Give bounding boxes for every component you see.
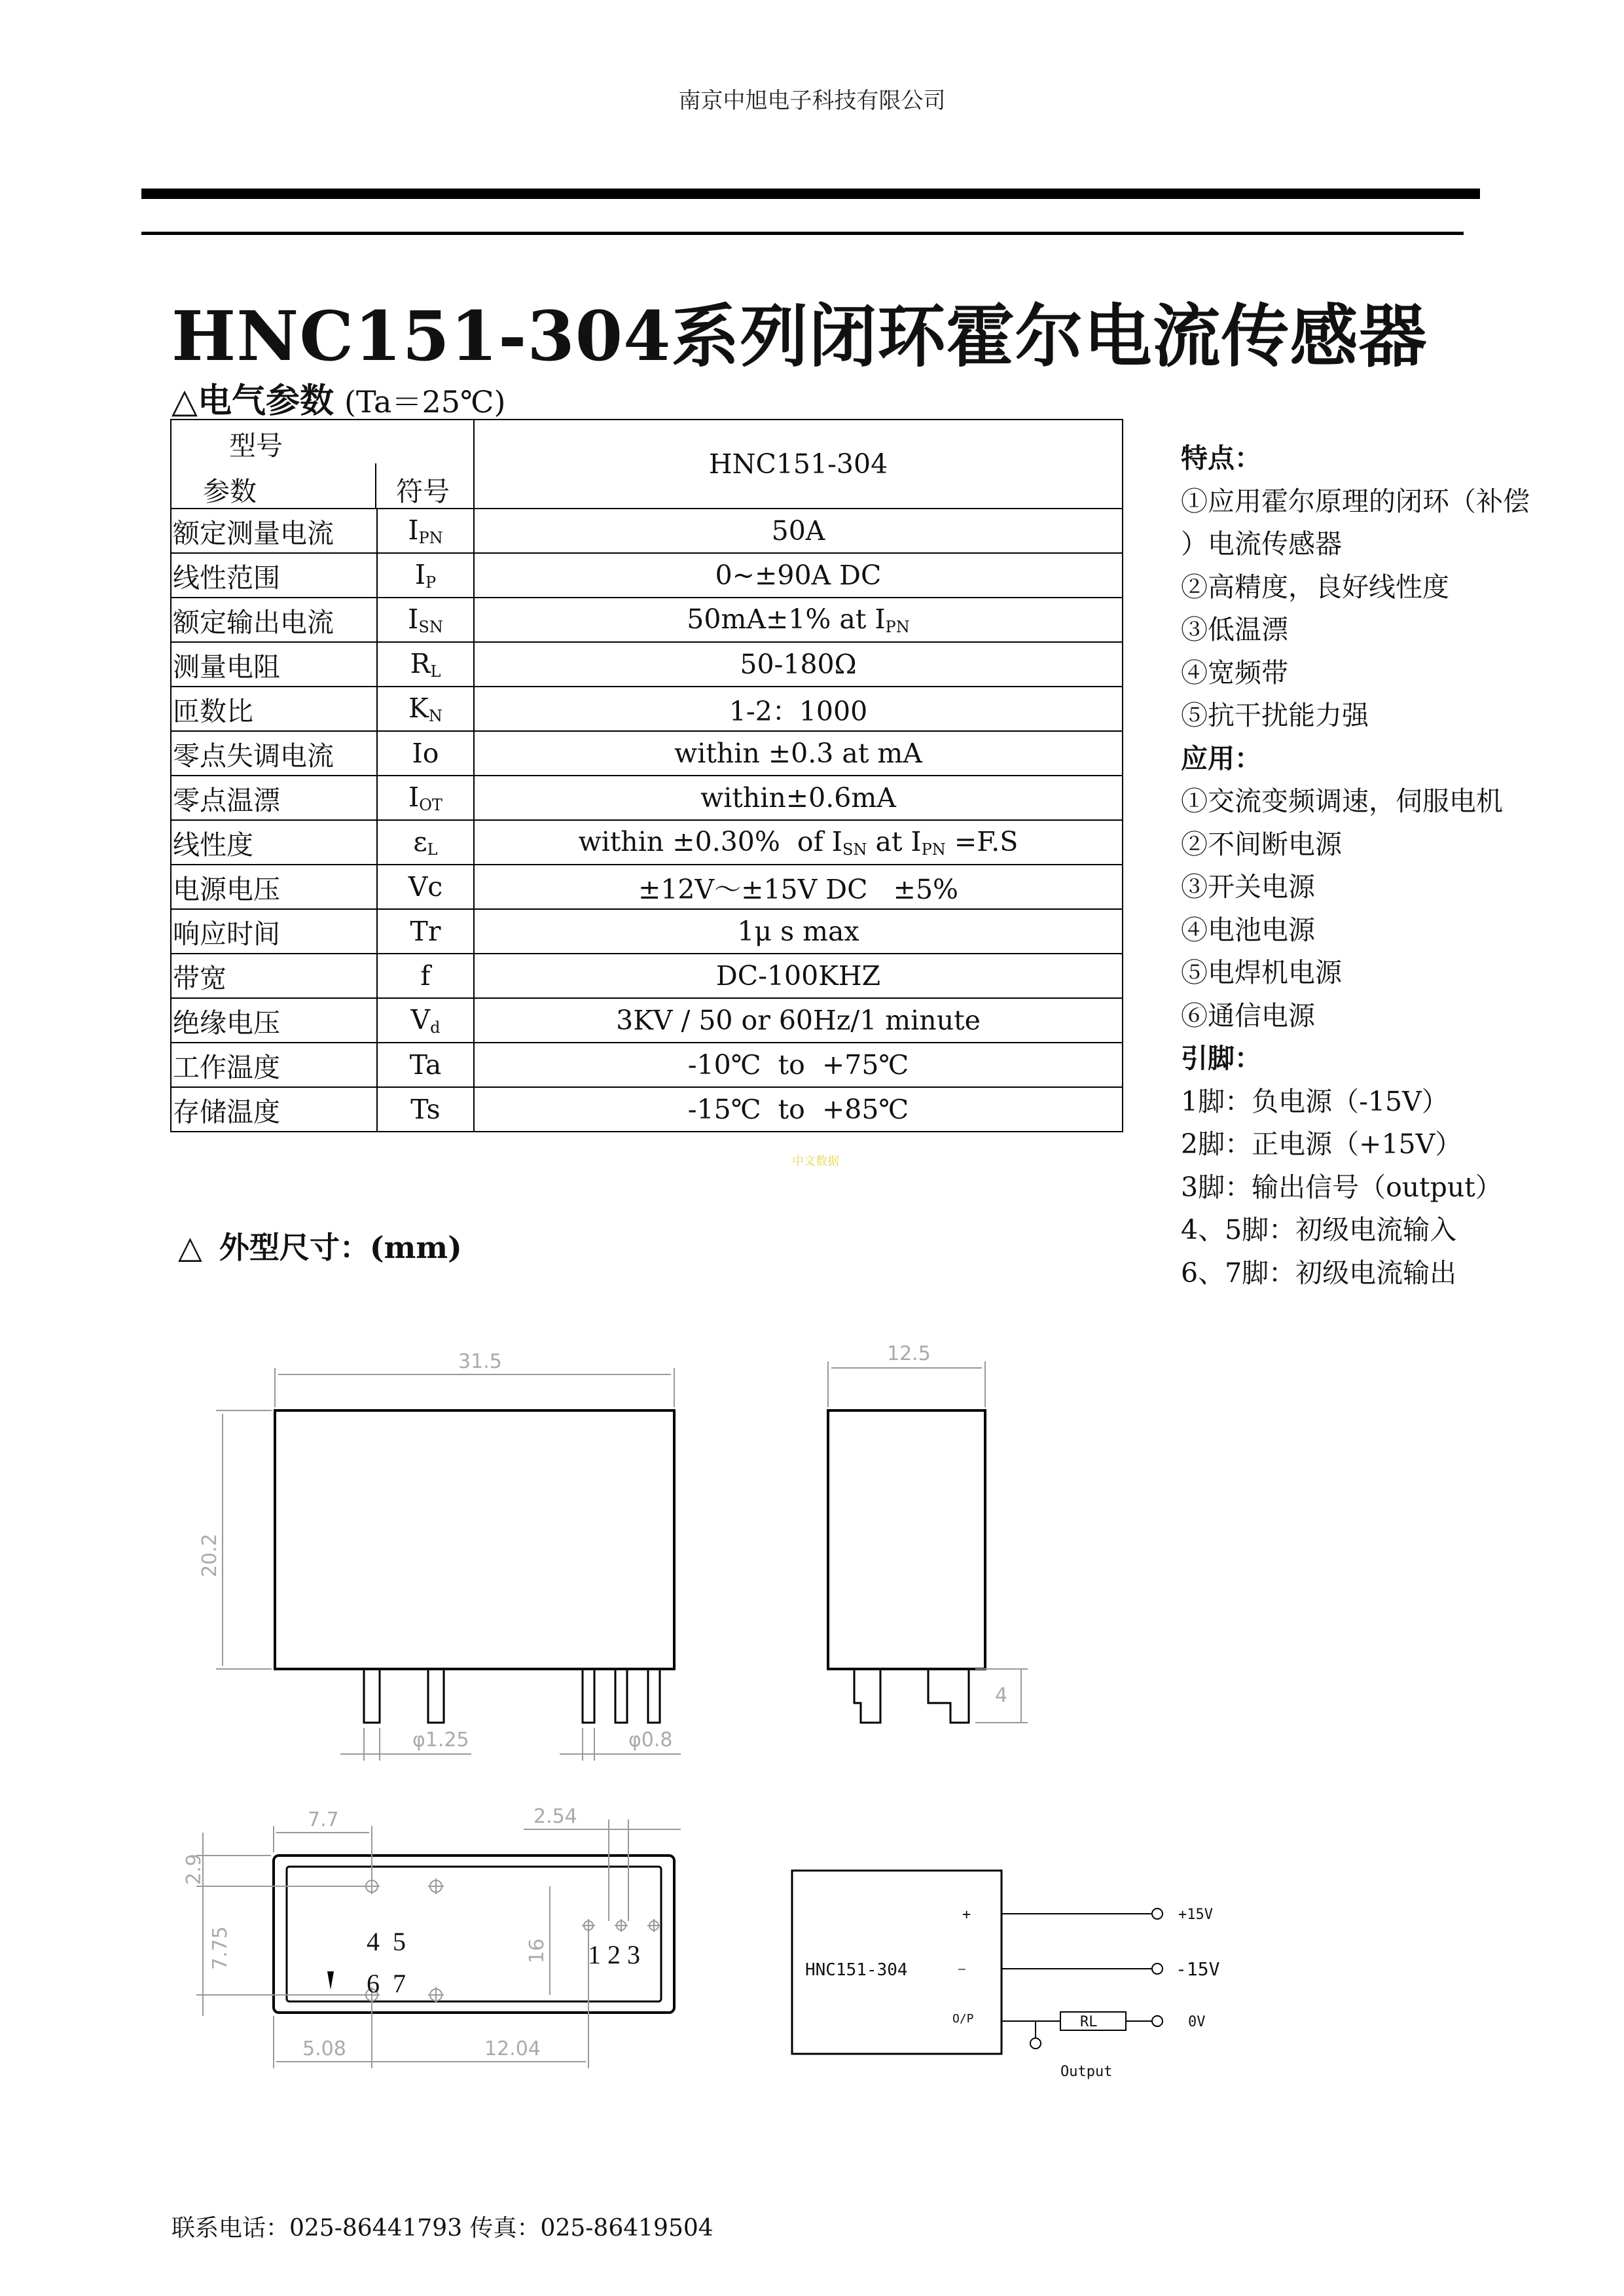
spec-symbol-main: Tr <box>410 916 441 947</box>
pins-45-label: 4 5 <box>367 1927 406 1956</box>
spec-value-main: -15℃ to +85℃ <box>687 1094 909 1125</box>
spec-param-name: 绝缘电压 <box>171 998 377 1043</box>
schematic-plus: + <box>962 1907 971 1923</box>
spec-value-sub: SN <box>842 840 867 859</box>
spec-symbol-main: ε <box>413 826 427 857</box>
page-title: HNC151-304系列闭环霍尔电流传感器 <box>171 296 1428 376</box>
dim-2-9: 2.9 <box>183 1854 206 1885</box>
spec-symbol-sub: SN <box>418 618 443 636</box>
spec-symbol-main: Vc <box>408 871 443 903</box>
spec-value-main: within ±0.30% of I <box>578 826 843 857</box>
spec-param-name: 匝数比 <box>171 687 377 731</box>
triangle-icon: △ <box>178 1229 202 1266</box>
header-model-value: HNC151-304 <box>474 420 1123 509</box>
spec-symbol-sub: L <box>427 840 438 859</box>
spec-param-name: 工作温度 <box>171 1043 377 1087</box>
dim-pin-d-small: φ0.8 <box>628 1729 673 1751</box>
spec-value-main: -10℃ to +75℃ <box>687 1049 909 1081</box>
schematic-minus: — <box>958 1962 965 1976</box>
spec-param-name: 额定输出电流 <box>171 598 377 642</box>
schematic-zero: 0V <box>1188 2014 1206 2030</box>
spec-value-main: 50-180Ω <box>740 649 857 680</box>
top-body-outer <box>274 1856 674 2013</box>
dim-width: 31.5 <box>458 1350 502 1373</box>
header-model-label: 型号 <box>229 430 283 461</box>
dim-7-7: 7.7 <box>308 1808 339 1831</box>
dim-pin-d-big: φ1.25 <box>412 1729 469 1751</box>
front-pin <box>583 1669 594 1723</box>
spec-symbol-main: K <box>408 692 429 724</box>
dim-12-04: 12.04 <box>484 2037 541 2060</box>
spec-symbol-sub: PN <box>418 529 443 547</box>
spec-param-name: 线性度 <box>171 820 377 865</box>
schematic-v-pos: +15V <box>1178 1907 1213 1923</box>
spec-value-main: 3KV / 50 or 60Hz/1 minute <box>616 1005 981 1036</box>
header-symbol-label: 符号 <box>396 476 450 507</box>
dimensions-heading-text: 外型尺寸：(mm) <box>219 1230 462 1265</box>
pins-67-label: 6 7 <box>367 1969 406 1998</box>
spec-symbol-main: I <box>414 559 426 590</box>
schematic-output: Output <box>1060 2064 1113 2080</box>
features-item: ②不间断电源 <box>1181 828 1342 860</box>
dim-height: 20.2 <box>198 1534 221 1577</box>
header-param-label: 参数 <box>203 476 257 507</box>
spec-value-part3: =F.S <box>945 826 1019 857</box>
spec-value-main: 50mA±1% at I <box>687 603 886 635</box>
side-view <box>828 1342 1028 1723</box>
features-item: ①交流变频调速，伺服电机 <box>1181 785 1503 817</box>
spec-value-main: within±0.6mA <box>700 782 896 814</box>
spec-param-name: 线性范围 <box>171 553 377 598</box>
schematic-v-neg: -15V <box>1176 1958 1220 1980</box>
spec-symbol-sub: L <box>430 662 441 681</box>
spec-symbol-main: Ta <box>409 1049 442 1081</box>
spec-param-name: 测量电阻 <box>171 642 377 687</box>
dim-16: 16 <box>526 1938 549 1964</box>
spec-symbol-sub: P <box>425 573 437 592</box>
spec-value-sub2: PN <box>921 840 946 859</box>
spec-value-main: 1μ s max <box>737 916 859 947</box>
company-header: 南京中旭电子科技有限公司 <box>678 88 946 114</box>
features-item: ④宽频带 <box>1181 656 1288 689</box>
spec-param-name: 零点温漂 <box>171 776 377 820</box>
spec-symbol-sub: d <box>430 1018 441 1037</box>
spec-symbol-sub: N <box>428 707 442 725</box>
spec-value-main: ±12V～±15V DC ±5% <box>638 873 959 905</box>
electrical-heading-text: △电气参数 <box>171 381 334 421</box>
footer-contact: 联系电话：025-86441793 传真：025-86419504 <box>171 2215 713 2242</box>
features-item: 6、7脚：初级电流输出 <box>1181 1257 1457 1289</box>
side-body-outline <box>828 1410 985 1669</box>
spec-value-part2: at I <box>867 826 922 857</box>
spec-value-main: 50A <box>771 515 825 547</box>
front-pin <box>615 1669 627 1723</box>
schematic-op: O/P <box>952 2012 974 2026</box>
spec-symbol-main: I <box>408 603 419 635</box>
features-item: 1脚：负电源（-15V） <box>1181 1085 1449 1117</box>
spec-symbol-main: I <box>408 514 419 546</box>
spec-param-name: 电源电压 <box>171 865 377 909</box>
spec-value-main: 0~±90A DC <box>715 560 882 591</box>
spec-symbol-main: f <box>420 960 431 992</box>
spec-symbol-main: V <box>410 1004 431 1035</box>
dim-pin-length: 4 <box>995 1684 1008 1707</box>
dim-5-08: 5.08 <box>302 2037 346 2060</box>
spec-param-name: 额定测量电流 <box>171 509 377 553</box>
spec-value-sub: PN <box>885 618 910 636</box>
features-heading: 特点： <box>1181 442 1261 474</box>
spec-value-main: 1-2：1000 <box>729 695 868 727</box>
features-item: 3脚：输出信号（output） <box>1181 1171 1502 1203</box>
spec-symbol-main: Io <box>412 738 439 769</box>
front-view <box>198 1350 681 1761</box>
schematic-label: HNC151-304 <box>805 1960 908 1980</box>
features-item: ⑤抗干扰能力强 <box>1181 700 1369 731</box>
schematic <box>792 1871 1220 2080</box>
features-item: 4、5脚：初级电流输入 <box>1181 1214 1457 1246</box>
features-item: ④电池电源 <box>1181 914 1315 946</box>
features-item: ）电流传感器 <box>1181 528 1342 560</box>
spec-value-main: within ±0.3 at mA <box>674 738 922 769</box>
pin1-marker-icon <box>327 1971 334 1990</box>
spec-symbol-sub: OT <box>419 796 442 814</box>
dim-2-54: 2.54 <box>533 1805 577 1828</box>
features-item: ③开关电源 <box>1181 871 1315 903</box>
spec-param-name: 响应时间 <box>171 909 377 954</box>
front-pin <box>364 1669 380 1723</box>
schematic-rl: RL <box>1080 2014 1098 2030</box>
features-item: ⑥通信电源 <box>1181 999 1315 1031</box>
dim-depth: 12.5 <box>887 1342 931 1365</box>
dim-7-75: 7.75 <box>209 1926 232 1970</box>
front-pin <box>648 1669 660 1723</box>
features-item: ③低温漂 <box>1181 614 1288 645</box>
pins-123-label: 1 2 3 <box>588 1940 640 1969</box>
features-item: ②高精度，良好线性度 <box>1181 571 1449 603</box>
electrical-condition: (Ta＝25℃) <box>344 384 506 420</box>
spec-symbol-main: R <box>410 648 431 679</box>
watermark-text: 中文数据 <box>792 1155 839 1168</box>
features-item: ⑤电焊机电源 <box>1181 957 1342 988</box>
features-heading: 应用： <box>1181 742 1261 774</box>
spec-param-name: 零点失调电流 <box>171 731 377 776</box>
features-item: 2脚：正电源（+15V） <box>1181 1128 1462 1160</box>
front-body-outline <box>275 1410 674 1669</box>
spec-symbol-main: Ts <box>410 1094 441 1125</box>
features-item: ①应用霍尔原理的闭环（补偿 <box>1181 485 1530 517</box>
front-pin <box>428 1669 444 1723</box>
spec-symbol-main: I <box>408 781 420 813</box>
features-heading: 引脚： <box>1181 1043 1261 1074</box>
spec-value-main: DC-100KHZ <box>715 960 881 992</box>
top-view <box>183 1805 681 2068</box>
spec-param-name: 存储温度 <box>171 1087 377 1132</box>
spec-param-name: 带宽 <box>171 954 377 998</box>
